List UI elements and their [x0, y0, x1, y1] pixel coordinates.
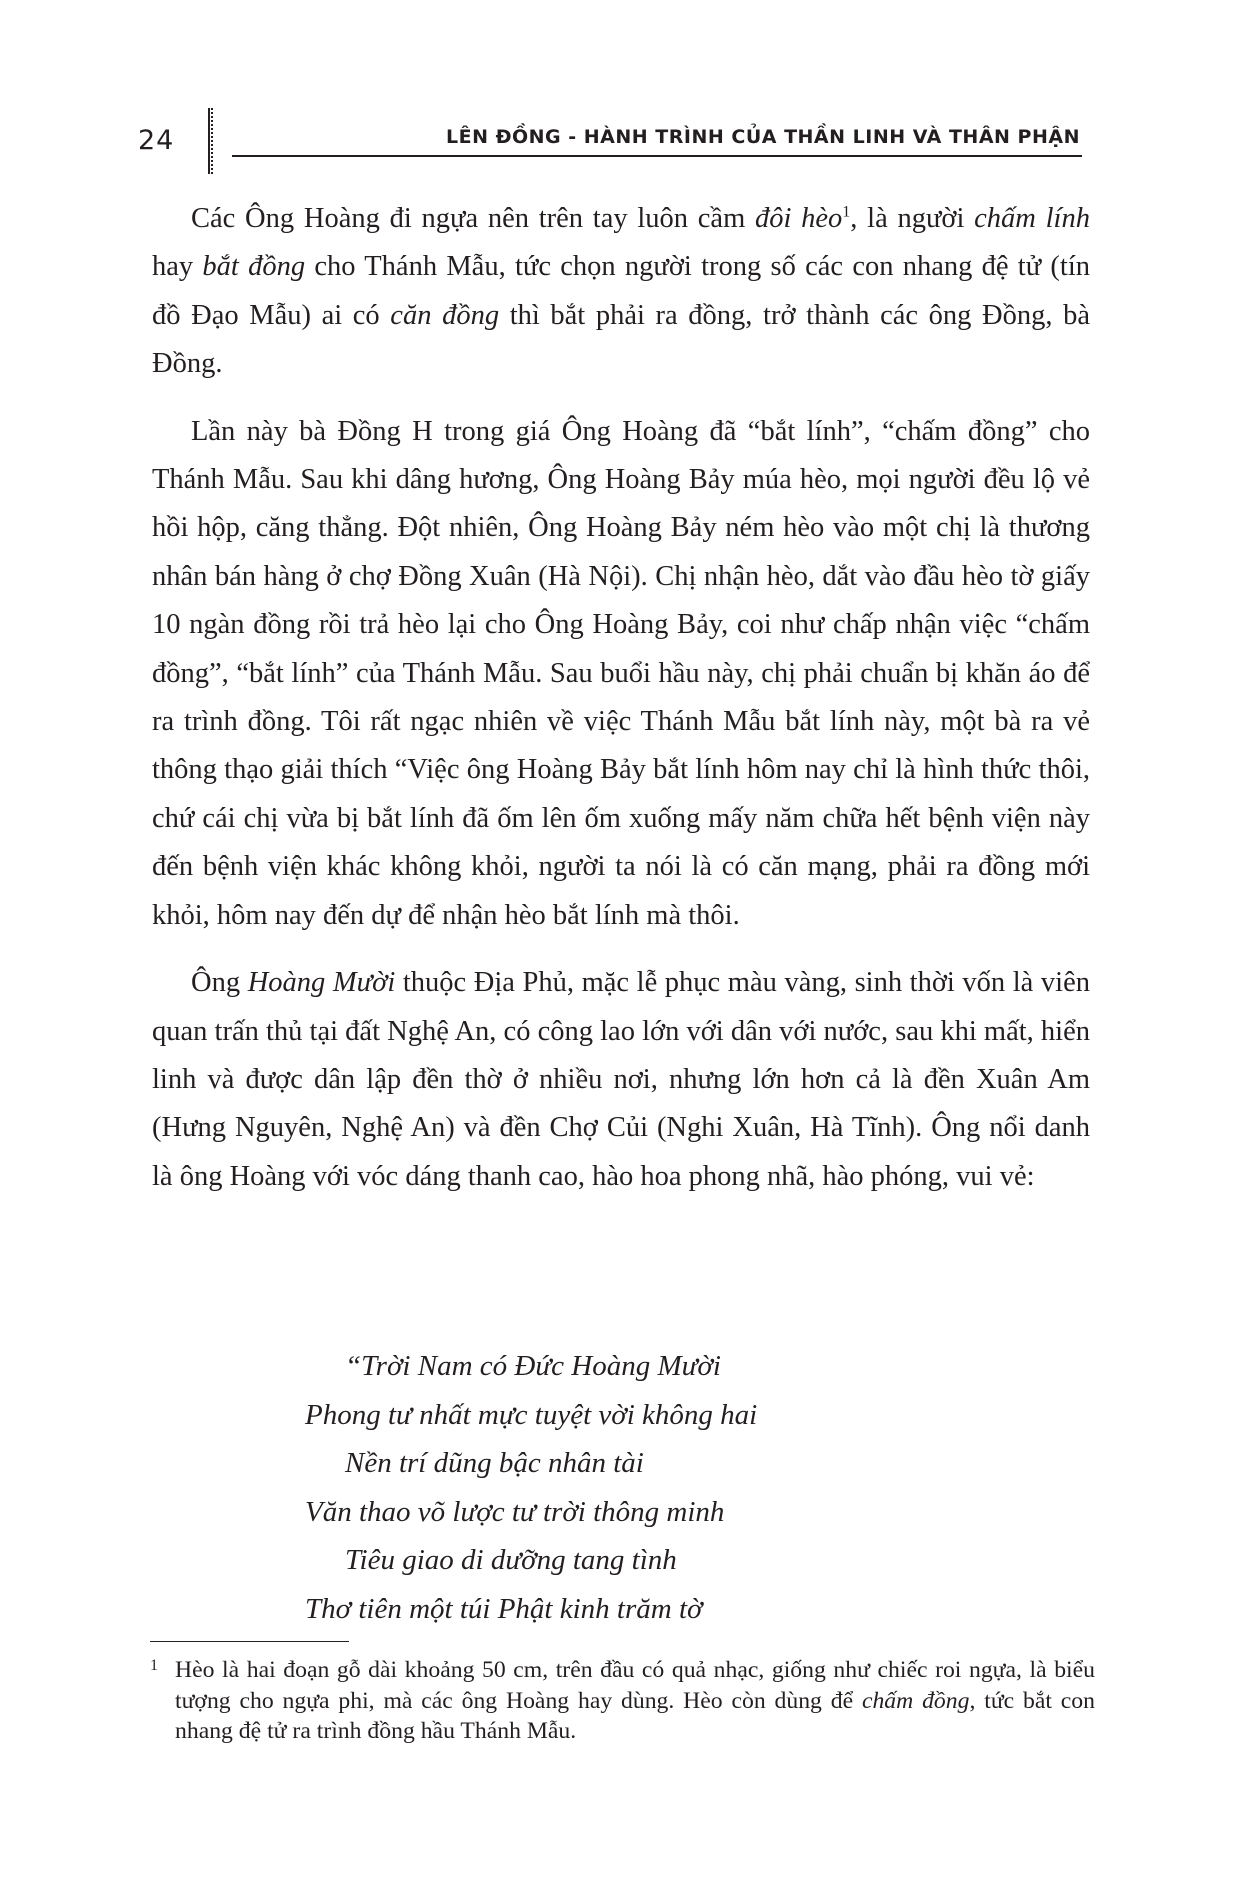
paragraph-2: Lần này bà Đồng H trong giá Ông Hoàng đã “bắt lính”, “chấm đồng” cho Thánh Mẫu. Sau khi dâng hương, Ông Hoàng Bảy múa hèo, mọi người đều lộ vẻ hồi hộp, căng thẳng. Đột nhiên, Ông Hoàng Bảy ném hèo vào một chị là thương nhân bán hàng ở chợ Đồng Xuân (Hà Nội). Chị nhận hèo, dắt vào đầu hèo tờ giấy 10 ngàn đồng rồi trả hèo lại cho Ông Hoàng Bảy, coi như chấp nhận việc “chấm đồng”, “bắt lính” của Thánh Mẫu. Sau buổi hầu này, chị phải chuẩn bị khăn áo để ra trình đồng. Tôi rất ngạc nhiên về việc Thánh Mẫu bắt lính này, một bà ra vẻ thông thạo giải thích “Việc ông Hoàng Bảy bắt lính hôm nay chỉ là hình thức thôi, chứ cái chị vừa bị bắt lính đã ốm lên ốm xuống mấy năm chữa hết bệnh viện này đến bệnh viện khác không khỏi, người ta nói là có căn mạng, phải ra đồng mới khỏi, hôm nay đến dự để nhận hèo bắt lính mà thôi.: [152, 415, 1090, 931]
page-header: [0, 0, 1260, 170]
footnote-divider: [150, 1641, 349, 1642]
verse-block: [305, 1342, 925, 1633]
paragraph-1-text-1: Các Ông Hoàng đi ngựa nên trên tay luôn cầm: [191, 203, 755, 234]
term-can-dong: căn đồng: [390, 299, 500, 331]
paragraph-3-text-1: Ông: [191, 967, 248, 999]
verse-line: Văn thao võ lược tư trời thông minh: [305, 1495, 725, 1528]
header-ornament: [208, 108, 213, 174]
term-bat-dong: bắt đồng: [202, 251, 306, 283]
page-number: 24: [138, 125, 175, 156]
term-cham-linh: chấm lính: [974, 203, 1090, 234]
verse-line: “Trời Nam có Đức Hoàng Mười: [345, 1350, 721, 1382]
verse-line: Nền trí dũng bậc nhân tài: [345, 1447, 644, 1479]
verse-line: Phong tư nhất mực tuyệt vời không hai: [305, 1398, 758, 1431]
footnote-text-1: Hèo là hai đoạn gỗ dài khoảng 50 cm, trên đầu có quả nhạc, giống như chiếc roi ngựa, là biểu tượng cho ngựa phi, mà các ông Hoàng hay dùng. Hèo còn dùng để: [175, 1657, 1095, 1714]
footnote: [150, 1655, 1095, 1747]
footnote-number: 1: [150, 1657, 158, 1674]
footnote-text-2: , tức bắt con nhang đệ tử ra trình đồng hầu Thánh Mẫu.: [175, 1687, 1095, 1744]
body-text: [152, 195, 1090, 1220]
paragraph-3-text-2: thuộc Địa Phủ, mặc lễ phục màu vàng, sinh thời vốn là viên quan trấn thủ tại đất Nghệ An, có công lao lớn với dân với nước, sau khi mất, hiển linh và được dân lập đền thờ ở nhiều nơi, nhưng lớn hơn cả là đền Xuân Am (Hưng Nguyên, Nghệ An) và đền Chợ Củi (Nghi Xuân, Hà Tĩnh). Ông nổi danh là ông Hoàng với vóc dáng thanh cao, hào hoa phong nhã, hào phóng, vui vẻ:: [152, 967, 1090, 1192]
paragraph-1-text-4: cho Thánh Mẫu, tức chọn người trong số các con nhang đệ tử (tín đồ Đạo Mẫu) ai có: [152, 251, 1091, 331]
header-rule: [232, 155, 1082, 157]
verse-line: Thơ tiên một túi Phật kinh trăm tờ: [305, 1592, 703, 1625]
running-title: LÊN ĐỒNG - HÀNH TRÌNH CỦA THẦN LINH VÀ THÂN PHẬN: [445, 126, 1080, 148]
footnote-reference: 1: [842, 203, 851, 221]
paragraph-1: [152, 195, 1090, 389]
term-hoang-muoi: Hoàng Mười: [247, 967, 396, 999]
term-cham-dong: chấm đồng: [861, 1687, 970, 1714]
verse-line: Tiêu giao di dưỡng tang tình: [345, 1544, 677, 1576]
paragraph-3: [152, 959, 1090, 1201]
paragraph-1-text-5: thì bắt phải ra đồng, trở thành các ông Đồng, bà Đồng.: [152, 299, 1091, 380]
paragraph-1-text-2: , là người: [850, 203, 975, 234]
term-doi-heo: đôi hèo: [754, 203, 843, 234]
paragraph-1-text-3: hay: [152, 251, 203, 283]
footnote-text: [175, 1655, 1095, 1747]
